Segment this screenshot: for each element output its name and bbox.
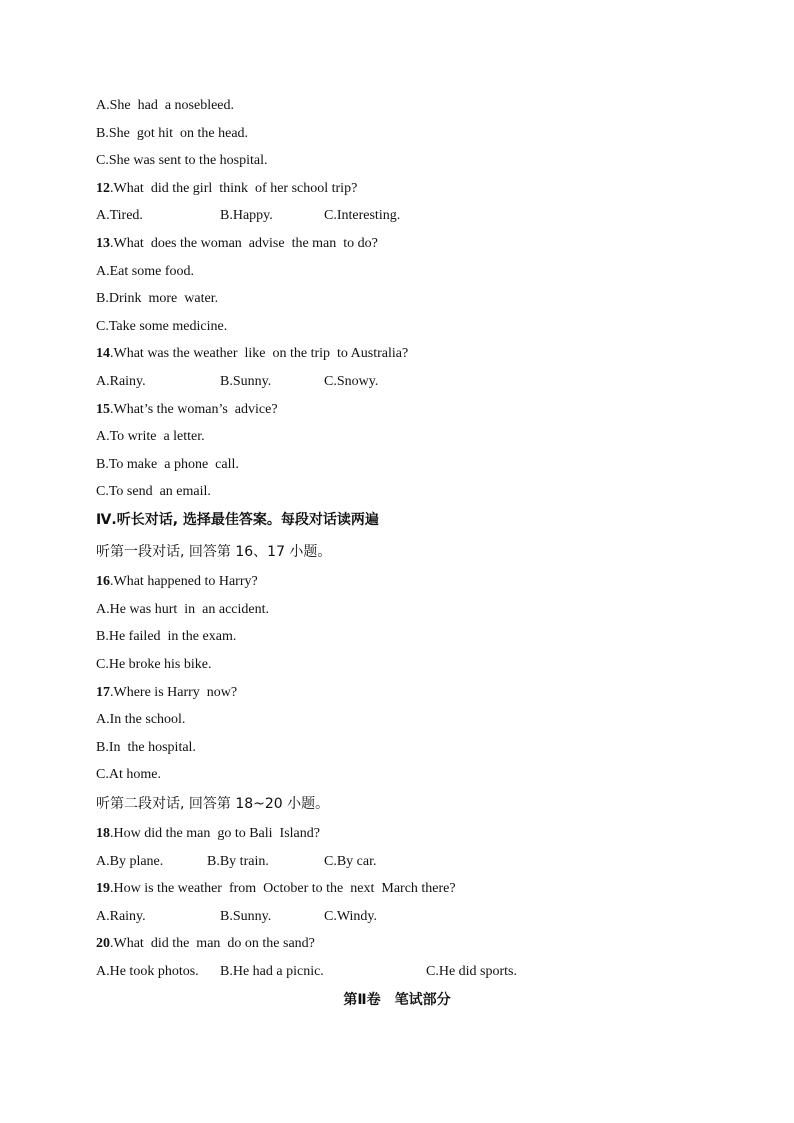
q14-question — [96, 345, 408, 363]
q17-text: .Where is Harry now? — [110, 685, 238, 700]
q13-option-c: C.Take some medicine. — [96, 319, 228, 334]
q19-option-a: A.Rainy. — [96, 909, 146, 924]
q13-question — [96, 235, 378, 253]
q19-options — [96, 908, 696, 926]
q15-option-b: B.To make a phone call. — [96, 457, 239, 472]
q15-option-c: C.To send an email. — [96, 484, 211, 499]
q14-option-a: A.Rainy. — [96, 374, 146, 389]
q16-option-c: C.He broke his bike. — [96, 657, 212, 672]
q15-option-a: A.To write a letter. — [96, 429, 205, 444]
q11-option-b: B.She got hit on the head. — [96, 126, 249, 141]
q13-text: .What does the woman advise the man to do? — [110, 236, 378, 251]
q19-option-b: B.Sunny. — [220, 909, 272, 924]
q14-option-b: B.Sunny. — [220, 374, 272, 389]
q15-number: 15 — [96, 402, 110, 417]
q20-number: 20 — [96, 936, 110, 951]
q19-text: .How is the weather from October to the next March there? — [110, 881, 456, 896]
q13-option-b: B.Drink more water. — [96, 291, 219, 306]
q17-option-b: B.In the hospital. — [96, 740, 196, 755]
q19-number: 19 — [96, 881, 110, 896]
q18-number: 18 — [96, 826, 110, 841]
part-2-title: 第Ⅱ卷 笔试部分 — [343, 992, 451, 1008]
q11-option-a: A.She had a nosebleed. — [96, 98, 235, 113]
q14-options — [96, 373, 696, 391]
q18-option-b: B.By train. — [207, 854, 269, 869]
q20-option-a: A.He took photos. — [96, 964, 199, 979]
q16-text: .What happened to Harry? — [110, 574, 258, 589]
q18-question — [96, 825, 320, 843]
q15-text: .What’s the woman’s advice? — [110, 402, 278, 417]
q20-option-c: C.He did sports. — [426, 964, 517, 979]
q14-text: .What was the weather like on the trip to Australia? — [110, 346, 409, 361]
section-4-instruction-2: 听第二段对话, 回答第 18~20 小题。 — [96, 796, 330, 812]
q12-option-b: B.Happy. — [220, 208, 273, 223]
q12-question — [96, 180, 357, 198]
q12-option-a: A.Tired. — [96, 208, 143, 223]
q12-text: .What did the girl think of her school trip? — [110, 181, 358, 196]
q18-options — [96, 853, 696, 871]
q19-option-c: C.Windy. — [324, 909, 377, 924]
q17-option-c: C.At home. — [96, 767, 161, 782]
q13-number: 13 — [96, 236, 110, 251]
q17-question — [96, 684, 237, 702]
section-4-instruction-1: 听第一段对话, 回答第 16、17 小题。 — [96, 544, 332, 560]
q12-number: 12 — [96, 181, 110, 196]
q16-number: 16 — [96, 574, 110, 589]
q17-number: 17 — [96, 685, 110, 700]
q16-option-a: A.He was hurt in an accident. — [96, 602, 269, 617]
q18-option-a: A.By plane. — [96, 854, 164, 869]
q20-question — [96, 935, 315, 953]
q20-options — [96, 963, 696, 981]
q17-option-a: A.In the school. — [96, 712, 186, 727]
q12-option-c: C.Interesting. — [324, 208, 401, 223]
q20-text: .What did the man do on the sand? — [110, 936, 315, 951]
q16-option-b: B.He failed in the exam. — [96, 629, 237, 644]
q20-option-b: B.He had a picnic. — [220, 964, 324, 979]
q18-option-c: C.By car. — [324, 854, 377, 869]
q14-option-c: C.Snowy. — [324, 374, 379, 389]
q12-options — [96, 207, 696, 225]
q18-text: .How did the man go to Bali Island? — [110, 826, 320, 841]
q16-question — [96, 573, 258, 591]
q13-option-a: A.Eat some food. — [96, 264, 194, 279]
q11-option-c: C.She was sent to the hospital. — [96, 153, 268, 168]
q14-number: 14 — [96, 346, 110, 361]
q19-question — [96, 880, 456, 898]
q15-question — [96, 401, 278, 419]
section-4-heading: Ⅳ.听长对话, 选择最佳答案。每段对话读两遍 — [96, 512, 379, 528]
